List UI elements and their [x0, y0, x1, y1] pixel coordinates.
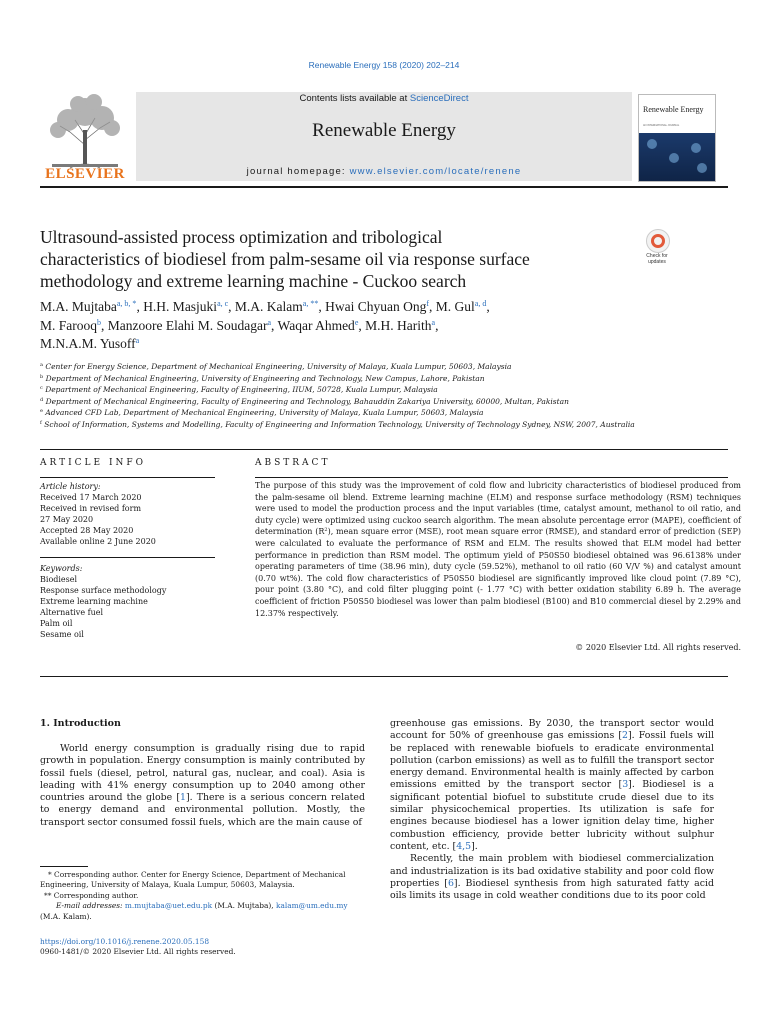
body-column-left	[40, 743, 365, 829]
history-item: 27 May 2020	[40, 515, 94, 524]
abstract-text-part: ), mean square error (MSE), root mean square error (RMSE), and standard error of prediction (SEP) were calculated to evaluate the performance of RSM and ELM. The results showed that ELM model had better performance in prediction than RSM model. The optimum yield of P50S50 biodiesel obtained was 96.6138% under operating parameters of time (38.96 min), duty cycle (59.52%), methanol to oil ratio (60 V/V %) and catalyst amount (0.70 wt%). The cold flow characteristics of P50S50 biodiesel are significantly improved like cloud point (7.89 °C), pour point (3.80 °C), and cold filter plugging point (- 1.77 °C) with better oxidation stability 6.89 h. The average coefficient of friction P50S50 biodiesel was lower than palm biodiesel (B100) and B10 commercial diesel by 2.29% and 12.37% respectively.	[255, 527, 741, 618]
journal-cover-thumbnail[interactable]	[638, 94, 716, 182]
sciencedirect-link[interactable]: ScienceDirect	[409, 93, 469, 104]
author-separator: ,	[435, 317, 439, 333]
abstract-superscript: 2	[324, 527, 328, 534]
affiliation-key: e	[40, 408, 43, 415]
paragraph-text: Recently, the main problem with biodiesel commercialization and industrialization is its bad oxidative stability and poor cold flow properties [	[390, 853, 714, 889]
abstract-copyright: © 2020 Elsevier Ltd. All rights reserved.	[575, 643, 741, 652]
author-name[interactable]: M.A. Kalam	[234, 299, 303, 314]
history-item: Accepted 28 May 2020	[40, 526, 134, 535]
affiliation-item	[40, 361, 730, 373]
affiliation-key: b	[40, 373, 44, 380]
history-item: Available online 2 June 2020	[40, 537, 156, 546]
abstract-body	[255, 480, 741, 619]
article-info-divider	[40, 477, 215, 478]
author-affiliation-marker[interactable]: f	[426, 299, 430, 308]
history-label: Article history:	[40, 482, 101, 491]
author-separator: ,	[271, 317, 278, 333]
email-label: E-mail addresses:	[56, 901, 123, 911]
paragraph	[390, 853, 714, 902]
journal-citation[interactable]: Renewable Energy 158 (2020) 202–214	[308, 60, 460, 70]
keywords-label: Keywords:	[40, 564, 83, 573]
keyword-item: Biodiesel	[40, 575, 78, 584]
paragraph-text: greenhouse gas emissions. By 2030, the transport sector would account for 50% of greenhouse gas emissions [	[390, 718, 714, 742]
footnote-divider	[40, 866, 88, 867]
paper-title	[40, 226, 625, 292]
keyword-item: Alternative fuel	[40, 608, 104, 617]
issn-line: 0960-1481/© 2020 Elsevier Ltd. All rights reserved.	[40, 947, 236, 957]
doi-link[interactable]: https://doi.org/10.1016/j.renene.2020.05.158	[40, 937, 210, 946]
affiliation-list	[40, 361, 730, 431]
contents-prefix: Contents lists available at	[299, 93, 410, 104]
author-separator: ,	[136, 299, 144, 314]
reference-link[interactable]: 1	[179, 792, 186, 804]
author-separator: ,	[358, 317, 366, 333]
introduction-heading: 1. Introduction	[40, 718, 121, 729]
reference-link[interactable]: 4,5	[456, 840, 472, 852]
author-name[interactable]: Hwai Chyuan Ong	[325, 299, 427, 314]
paragraph-text: World energy consumption is gradually rising due to rapid growth in population. Energy consumption is mainly contributed by fossil fuels (diesel, petrol, natural gas, nuclear, and coal). Asia is leading with 41% energy consumption up to 2040 among other countries around the globe [	[40, 743, 365, 804]
paragraph	[40, 743, 365, 829]
email-owner: (M.A. Mujtaba),	[212, 901, 277, 911]
cover-image	[639, 133, 715, 181]
body-column-right	[390, 718, 714, 902]
abstract-text-part: The purpose of this study was the improvement of cold flow and lubricity characteristics of biodiesel produced from the palm-sesame oil blend. Extreme learning machine (ELM) and response surface methodology (RSM) techniques were used to model the production process and the input variables (time, catalyst amount, methanol to oil ratio, and duty cycle) were optimized using cuckoo search algorithm. The mean absolute percentage error (MAPE), coefficient of determination (R	[255, 481, 741, 537]
check-updates-icon	[646, 229, 670, 253]
affiliation-text: Department of Mechanical Engineering, University of Engineering and Technology, New Campus, Lahore, Pakistan	[45, 373, 485, 383]
email-link[interactable]: m.mujtaba@uet.edu.pk	[124, 901, 213, 911]
author-separator: ,	[429, 299, 436, 314]
author-affiliation-marker[interactable]: e	[354, 317, 359, 327]
history-item: Received 17 March 2020	[40, 493, 142, 502]
abstract-heading: ABSTRACT	[255, 458, 331, 468]
abstract-end-divider	[40, 676, 728, 677]
author-affiliation-marker[interactable]: a, b, *	[116, 299, 137, 308]
abstract-divider	[255, 477, 728, 478]
author-separator: ,	[318, 299, 326, 314]
check-for-updates-button[interactable]	[640, 229, 674, 269]
footnotes	[40, 870, 370, 922]
header-divider	[40, 186, 728, 188]
author-affiliation-marker[interactable]: a	[267, 317, 272, 327]
title-line-2: characteristics of biodiesel from palm-sesame oil via response surface	[40, 249, 530, 269]
author-name[interactable]: M.H. Harith	[365, 317, 432, 333]
affiliation-item	[40, 419, 730, 431]
paragraph-text: ]. There is a serious concern related to energy demand and environmental pollution. Mostly, the transport sector consumed fossil fuels, which are the main cause of	[40, 792, 365, 828]
author-name[interactable]: M. Farooq	[40, 317, 97, 333]
affiliation-text: Advanced CFD Lab, Department of Mechanical Engineering, University of Malaya, Kuala Lumpur, 50603, Malaysia	[45, 408, 484, 418]
author-name[interactable]: M.A. Mujtaba	[40, 299, 117, 314]
article-info-heading: ARTICLE INFO	[40, 458, 147, 468]
paragraph-text: ].	[471, 840, 478, 852]
author-affiliation-marker[interactable]: a, **	[302, 299, 319, 308]
email-owner: (M.A. Kalam).	[40, 911, 92, 921]
affiliation-key: f	[40, 419, 42, 426]
affiliation-text: Center for Energy Science, Department of Mechanical Engineering, University of Malaya, Kuala Lumpur, 50603, Malaysia	[45, 362, 512, 371]
author-affiliation-marker[interactable]: a, c	[217, 299, 229, 308]
keyword-item: Sesame oil	[40, 630, 84, 639]
article-history	[40, 481, 215, 547]
author-name[interactable]: H.H. Masjuki	[143, 299, 218, 314]
paragraph	[390, 718, 714, 853]
author-affiliation-marker[interactable]: b	[97, 317, 101, 327]
cover-subtitle: AN INTERNATIONAL JOURNAL	[643, 124, 680, 127]
author-affiliation-marker[interactable]: a	[135, 336, 140, 345]
affiliation-key: c	[40, 385, 43, 392]
elsevier-wordmark: ELSEVIER	[45, 166, 125, 182]
author-separator: ,	[486, 299, 490, 314]
author-name[interactable]: M.N.A.M. Yusoff	[40, 336, 136, 351]
affiliation-item	[40, 396, 730, 408]
keyword-item: Extreme learning machine	[40, 597, 148, 606]
keywords-divider	[40, 557, 215, 558]
affiliation-key: d	[40, 396, 44, 403]
keyword-item: Response surface methodology	[40, 586, 167, 595]
affiliation-key: a	[40, 362, 43, 368]
reference-link[interactable]: 6	[447, 877, 454, 889]
footnote-emails	[40, 901, 370, 922]
journal-homepage-link[interactable]: www.elsevier.com/locate/renene	[349, 166, 522, 177]
reference-link[interactable]: 3	[622, 779, 629, 791]
doi-block	[40, 937, 380, 958]
section-divider	[40, 449, 728, 450]
keyword-item: Palm oil	[40, 619, 73, 628]
author-name[interactable]: Waqar Ahmed	[277, 317, 355, 333]
author-affiliation-marker[interactable]: a	[431, 317, 436, 327]
homepage-prefix: journal homepage:	[246, 166, 350, 177]
author-separator: ,	[101, 317, 108, 333]
journal-homepage-line	[136, 166, 632, 177]
affiliation-text: School of Information, Systems and Modelling, Faculty of Engineering and Information Technology, University of Technology Sydney, NSW, 2007, Australia	[44, 419, 635, 429]
keywords-list	[40, 563, 215, 640]
author-affiliation-marker[interactable]: a, d	[474, 299, 487, 308]
email-link[interactable]: kalam@um.edu.my	[276, 901, 348, 911]
journal-name: Renewable Energy	[312, 120, 456, 141]
author-separator: ,	[228, 299, 235, 314]
history-item: Received in revised form	[40, 504, 142, 513]
title-line-3: methodology and extreme learning machine - Cuckoo search	[40, 271, 467, 291]
affiliation-item	[40, 373, 730, 385]
footnote-corresponding-1: * Corresponding author. Center for Energy Science, Department of Mechanical Engineering, University of Malaya, Kuala Lumpur, 50603, Malaysia.	[40, 870, 346, 890]
paragraph-text: ]. Biodiesel is a significant potential biofuel to substitute crude diesel due to its similar physicochemical properties. Its utilization is safe for engines because biodiesel has a lower ignition delay time, higher combustion efficiency, provide better lubricity without sulphur content, etc. [	[390, 779, 714, 852]
affiliation-item	[40, 384, 730, 396]
affiliation-text: Department of Mechanical Engineering, Faculty of Engineering and Technology, Bahauddin Zakariya University, 60000, Multan, Pakistan	[45, 396, 569, 406]
affiliation-text: Department of Mechanical Engineering, Faculty of Engineering, IIUM, 50728, Kuala Lumpur, Malaysia	[45, 385, 438, 395]
contents-available-line	[136, 93, 632, 104]
paragraph-text: ]. Biodiesel synthesis from high saturated fatty acid oils limits its usage in cold weather conditions due to its poor cold	[390, 877, 714, 902]
reference-link[interactable]: 2	[622, 730, 628, 742]
footnote-corresponding-2: ** Corresponding author.	[44, 890, 139, 900]
author-list	[40, 298, 680, 354]
author-name[interactable]: Manzoore Elahi M. Soudagar	[107, 317, 268, 333]
author-name[interactable]: M. Gul	[435, 299, 475, 314]
check-updates-label: Check for updates	[646, 253, 668, 265]
paragraph-text: ]. Fossil fuels will be replaced with renewable biofuels to eradicate environmental pollution (carbon emissions) as well as to fulfill the transport sector energy demand. Environmental health is mainly affected by carbon emissions emitted by the transport sector [	[390, 730, 715, 791]
affiliation-item	[40, 407, 730, 419]
title-line-1: Ultrasound-assisted process optimization and tribological	[40, 227, 443, 247]
cover-title: Renewable Energy	[643, 105, 704, 114]
